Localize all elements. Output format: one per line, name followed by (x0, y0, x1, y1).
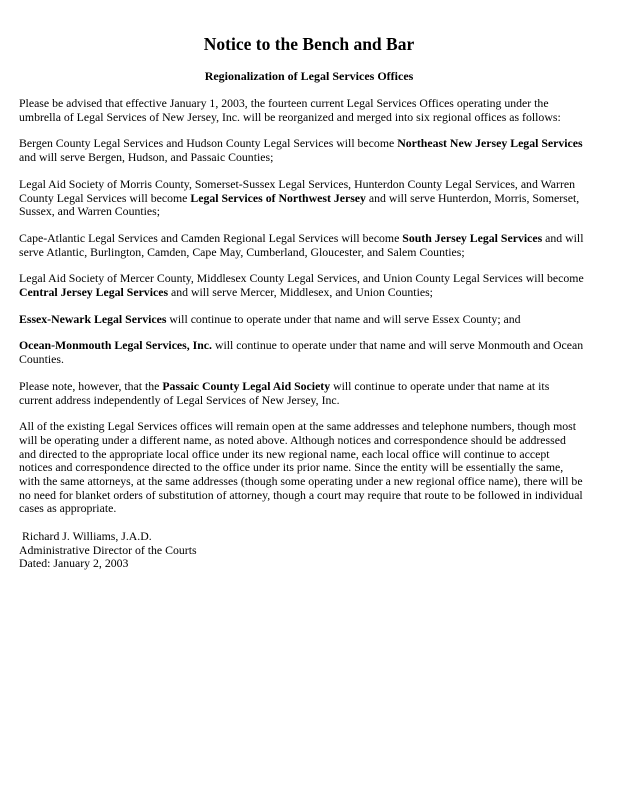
central-office-name: Central Jersey Legal Services (19, 285, 169, 300)
central-text: Legal Aid Society of Mercer County, Middlesex County Legal Services, and Union County Legal Services will become (19, 271, 584, 286)
passaic-text: Please note, however, that the (19, 378, 163, 393)
passaic-details: will continue to operate under that name at its current address independently of Legal Services of New Jersey, Inc. (19, 378, 550, 407)
northeast-counties: and will serve Bergen, Hudson, and Passaic Counties; (19, 150, 274, 165)
south-office-name: South Jersey Legal Services (402, 230, 543, 245)
essex-paragraph (19, 313, 585, 327)
south-paragraph (19, 232, 585, 259)
signature-date: Dated: January 2, 2003 (19, 556, 129, 571)
central-paragraph (19, 272, 585, 299)
central-counties: and will serve Mercer, Middlesex, and Union Counties; (168, 285, 433, 300)
passaic-paragraph (19, 380, 585, 407)
south-text: Cape-Atlantic Legal Services and Camden Regional Legal Services will become (19, 230, 403, 245)
notice-body (19, 97, 585, 571)
ocean-office-name: Ocean-Monmouth Legal Services, Inc. (19, 338, 212, 353)
passaic-office-name: Passaic County Legal Aid Society (162, 378, 331, 393)
signature-name: Richard J. Williams, J.A.D. (22, 529, 152, 544)
intro-paragraph: Please be advised that effective January 1, 2003, the fourteen current Legal Services Offices operating under the umbrella of Legal Services of New Jersey, Inc. will be reorganized and merged into six regional offices as follows: (19, 96, 561, 124)
south-counties: and will serve Atlantic, Burlington, Camden, Cape May, Cumberland, Gloucester, and Salem Counties; (19, 230, 584, 259)
northeast-office-name: Northeast New Jersey Legal Services (397, 136, 583, 151)
ocean-paragraph (19, 339, 585, 366)
page-title: Notice to the Bench and Bar (203, 34, 415, 54)
essex-text: will continue to operate under that name and will serve Essex County; and (166, 311, 521, 326)
northwest-office-name: Legal Services of Northwest Jersey (190, 190, 366, 205)
northeast-paragraph (19, 137, 585, 164)
northeast-text: Bergen County Legal Services and Hudson County Legal Services will become (19, 136, 398, 151)
essex-office-name: Essex-Newark Legal Services (19, 311, 167, 326)
signature-role: Administrative Director of the Courts (19, 542, 197, 557)
northwest-counties: and will serve Hunterdon, Morris, Somerset, Sussex, and Warren Counties; (19, 190, 580, 219)
northwest-text: Legal Aid Society of Morris County, Somerset-Sussex Legal Services, Hunterdon County Legal Services, and Warren County Legal Services will become (19, 176, 576, 205)
page-subtitle: Regionalization of Legal Services Offices (204, 69, 414, 83)
northwest-paragraph (19, 178, 585, 219)
offices-paragraph: All of the existing Legal Services offices will remain open at the same addresses and telephone numbers, though most will be operating under a different name, as noted above. Although notices and correspondence should be addressed and directed to the appropriate local office under its new regional name, each local office will continue to accept notices and correspondence directed to the office under its prior name. Since the entity will be essentially the same, with the same attorneys, at the same addresses (though some operating under a new regional office name), there will be no need for blanket orders of substitution of attorney, though a court may require that route to be followed in individual cases as appropriate. (19, 419, 583, 516)
ocean-text: will continue to operate under that name and will serve Monmouth and Ocean Counties. (19, 338, 584, 367)
